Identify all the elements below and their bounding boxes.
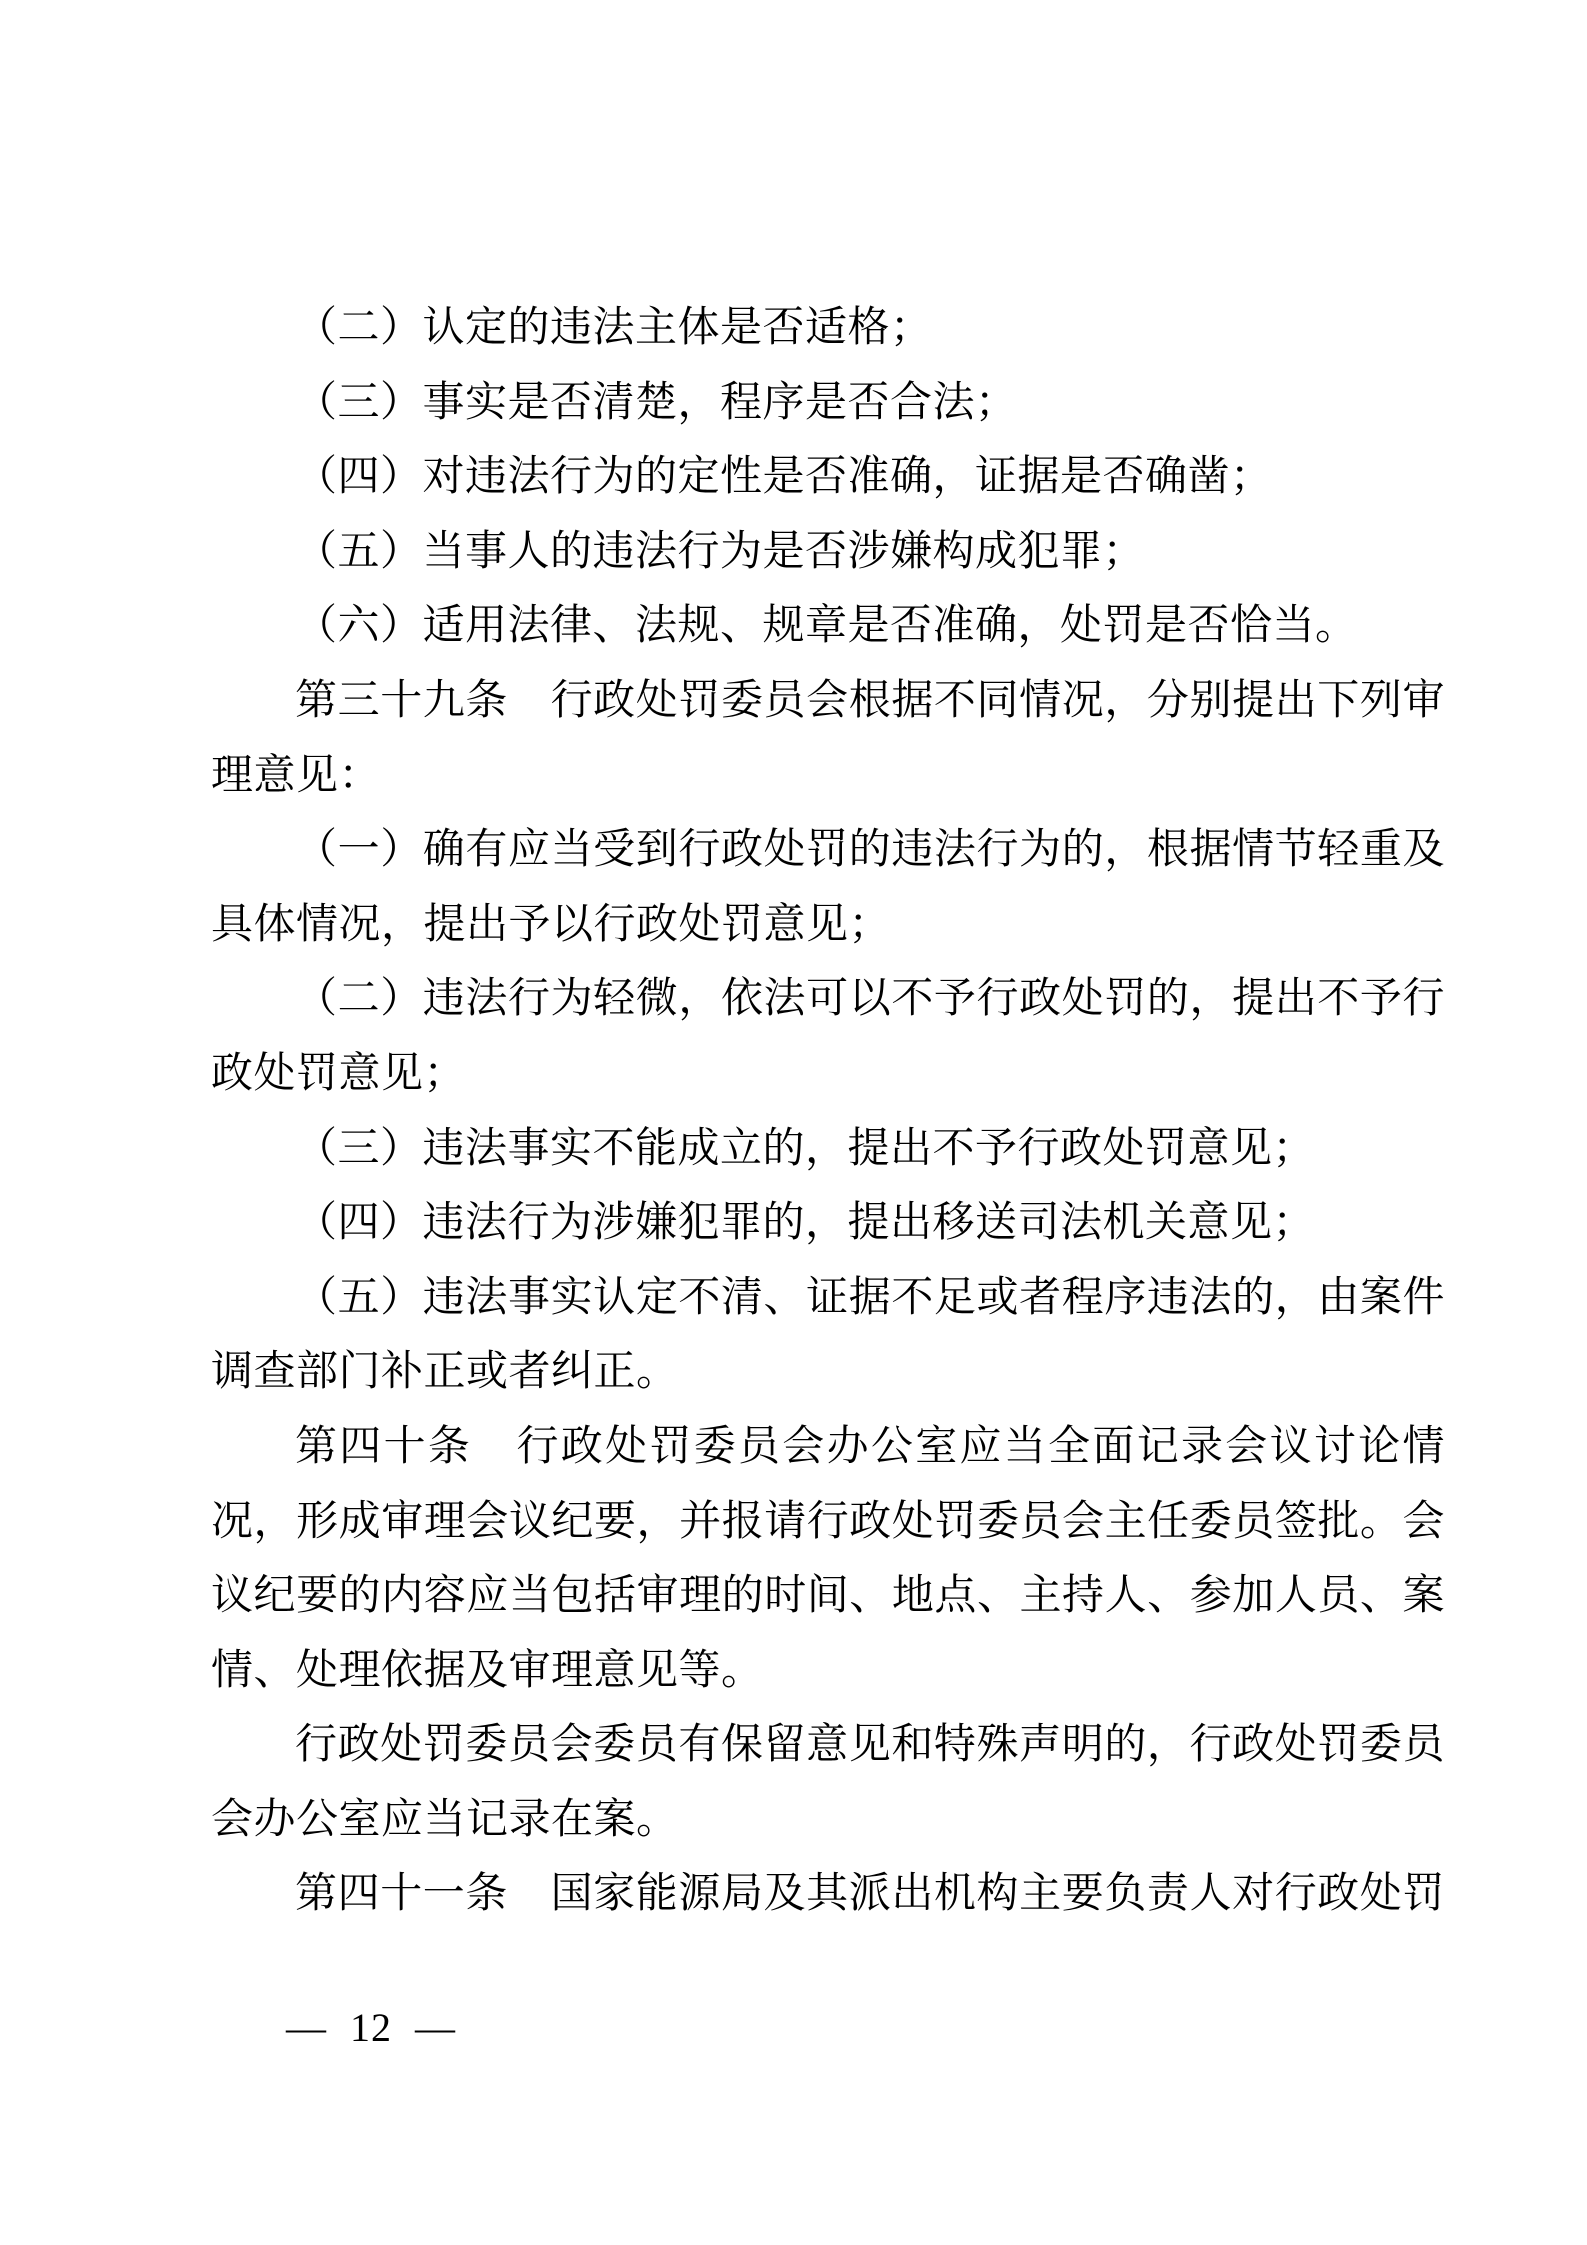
text-line: 理意见： xyxy=(211,750,382,798)
document-body xyxy=(211,290,1445,1931)
text-line: （一）确有应当受到行政处罚的违法行为的，根据情节轻重及 xyxy=(295,825,1445,873)
text-line: （四）违法行为涉嫌犯罪的，提出移送司法机关意见； xyxy=(295,1198,1316,1246)
text-line: （五）当事人的违法行为是否涉嫌构成犯罪； xyxy=(295,526,1146,574)
text-line-article-41: 第四十一条 国家能源局及其派出机构主要负责人对行政处罚 xyxy=(295,1869,1445,1917)
text-line: 行政处罚委员会委员有保留意见和特殊声明的，行政处罚委员 xyxy=(295,1720,1445,1768)
page-number: — 12 — xyxy=(286,2005,456,2050)
text-line: 况，形成审理会议纪要，并报请行政处罚委员会主任委员签批。会 xyxy=(211,1496,1445,1544)
text-line: 调查部门补正或者纠正。 xyxy=(211,1347,679,1395)
text-line-article-40: 第四十条 行政处罚委员会办公室应当全面记录会议讨论情 xyxy=(295,1421,1445,1469)
text-line: （六）适用法律、法规、规章是否准确，处罚是否恰当。 xyxy=(295,601,1358,649)
text-line: （三）违法事实不能成立的，提出不予行政处罚意见； xyxy=(295,1123,1316,1171)
text-line: （二）违法行为轻微，依法可以不予行政处罚的，提出不予行 xyxy=(295,974,1445,1022)
text-line: 具体情况，提出予以行政处罚意见； xyxy=(211,899,892,947)
text-line: 议纪要的内容应当包括审理的时间、地点、主持人、参加人员、案 xyxy=(211,1571,1445,1619)
text-line: （二）认定的违法主体是否适格； xyxy=(295,303,933,350)
text-line: （五）违法事实认定不清、证据不足或者程序违法的，由案件 xyxy=(295,1272,1445,1320)
text-line: 会办公室应当记录在案。 xyxy=(211,1794,679,1842)
text-line: （四）对违法行为的定性是否准确，证据是否确凿； xyxy=(295,452,1273,500)
text-line: （三）事实是否清楚，程序是否合法； xyxy=(295,377,1018,425)
text-line: 情、处理依据及审理意见等。 xyxy=(211,1645,764,1693)
text-line: 政处罚意见； xyxy=(211,1048,467,1096)
text-line-article-39: 第三十九条 行政处罚委员会根据不同情况，分别提出下列审 xyxy=(295,675,1445,723)
